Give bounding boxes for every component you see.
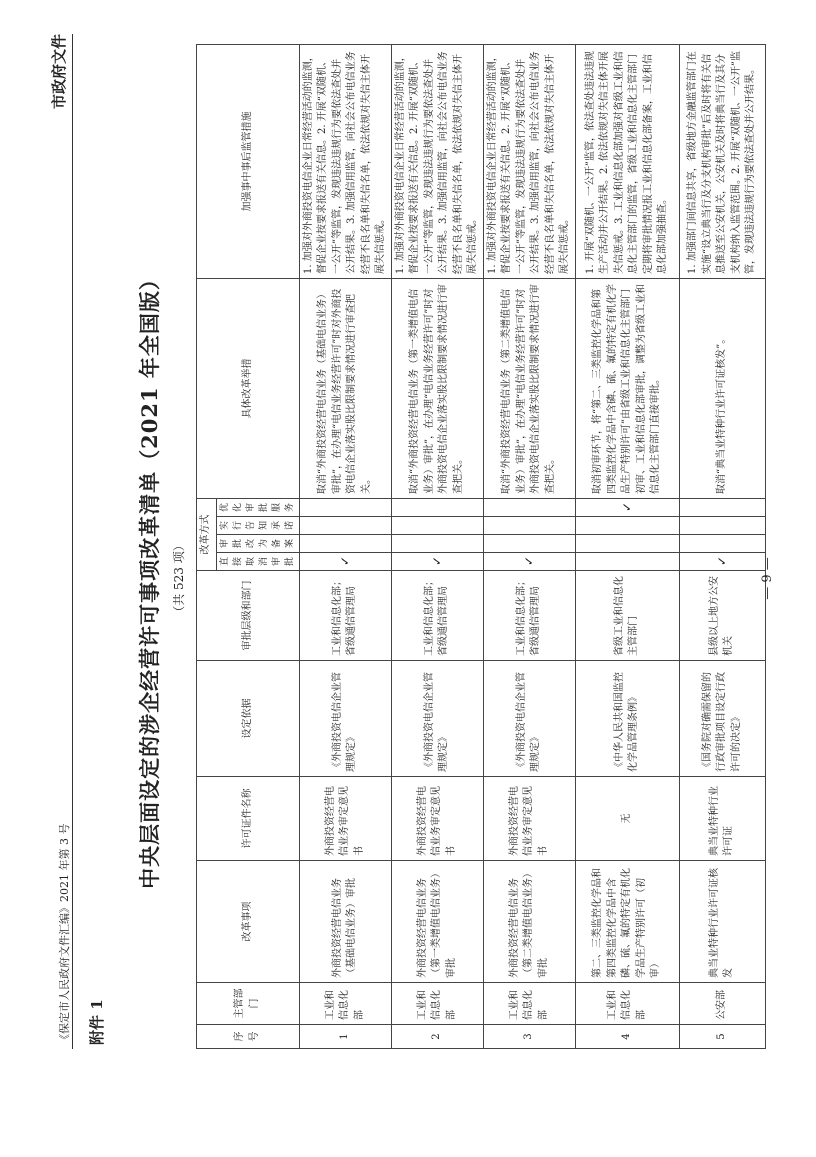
row-item: 外商投资经营电信业务（第二类增值电信业务）审批 [483,861,575,983]
row-dept: 工业和信息化部 [299,983,391,1025]
attachment-label: 附件 1 [88,999,106,1045]
row-doc: 外商投资经营电信业务审定意见书 [299,777,391,861]
row-dept: 公安部 [679,983,765,1025]
row-measures: 取消“外商投资经营电信业务（第二类增值电信业务）审批”，在办理“电信业务经营许可”时对外商投资电信企业落实股比限制要求情况进行审查把关。 [483,279,575,499]
row-doc: 外商投资经营电信业务审定意见书 [391,777,483,861]
row-doc: 无 [575,777,679,861]
row-no: 3 [483,1025,575,1049]
row-level: 工业和信息化部；省级通信管理局 [483,571,575,661]
row-optimize-check [679,499,765,517]
row-doc: 外商投资经营电信业务审定意见书 [483,777,575,861]
row-dept: 工业和信息化部 [391,983,483,1025]
row-cancel-check: ✓ [483,553,575,571]
table-row [575,45,679,1049]
row-level: 工业和信息化部；省级通信管理局 [391,571,483,661]
row-measures: 取消“外商投资经营电信业务（第一类增值电信业务）审批”，在办理“电信业务经营许可”时对外商投资电信企业落实股比限制要求情况进行审查把关。 [391,279,483,499]
header-doc: 许可证件名称 [197,777,300,861]
row-no: 2 [391,1025,483,1049]
page-number: — 9 — [760,557,775,600]
table-row [299,45,391,1049]
header-basis: 设定依据 [197,661,300,777]
row-optimize-check: ✓ [575,499,679,517]
row-cancel-check [575,553,679,571]
row-dept: 工业和信息化部 [575,983,679,1025]
header-method: 改革方式 [197,499,217,571]
row-basis: 《外商投资电信企业管理规定》 [299,661,391,777]
row-dept: 工业和信息化部 [483,983,575,1025]
row-measures: 取消“外商投资经营电信业务（基础电信业务）审批”，在办理“电信业务经营许可”时对外商投资电信企业落实股比限制要求情况进行审查把关。 [299,279,391,499]
row-item: 典当业特种行业许可证核发 [679,861,765,983]
row-commit-check [575,517,679,535]
row-supervision: 1. 开展“双随机、一公开”监管，依法查处违法违规生产活动并公开结果。2. 依法依规对失信主体开展失信惩戒。3. 工业和信息化部加强对省级工业和信息化主管部门的监管，省级工业和信息化主管部门定期将审批情况报工业和信息化部备案，工业和信息化部加强抽查。 [575,45,679,279]
row-optimize-check [299,499,391,517]
header-commit: 实行告知承诺 [216,517,299,535]
row-commit-check [679,517,765,535]
row-basis: 《外商投资电信企业管理规定》 [391,661,483,777]
row-basis: 《国务院对确需保留的行政审批项目设定行政许可的决定》 [679,661,765,777]
row-commit-check [391,517,483,535]
header-level: 审批层级和部门 [197,571,300,661]
table-row [679,45,765,1049]
row-level: 省级工业和信息化主管部门 [575,571,679,661]
header-measures: 具体改革举措 [197,279,300,499]
row-item: 外商投资经营电信业务（基础电信业务）审批 [299,861,391,983]
row-no: 1 [299,1025,391,1049]
row-doc: 典当业特种行业许可证 [679,777,765,861]
row-basis: 《中华人民共和国监控化学品管理条例》 [575,661,679,777]
row-supervision: 1. 加强对外商投资电信企业日常经营活动的监测，督促企业按要求报送有关信息。2. 开展“双随机、一公开”等监管，发现违法违规行为要依法查处并公开结果。3. 加强信用监管，向社会公布电信业务经营不良名单和失信名单，依法依规对失信主体开展失信惩戒。 [299,45,391,279]
header-filing: 审批改为备案 [216,535,299,553]
header-dept: 主管部门 [197,983,300,1025]
row-optimize-check [483,499,575,517]
row-cancel-check: ✓ [679,553,765,571]
header-divider [72,34,73,1049]
row-supervision: 1. 加强部门间信息共享，省级地方金融监管部门在实施“设立典当行及分支机构审批”后及时将有关信息推送至公安机关，公安机关及时将典当行及其分支机构纳入监管范围。2. 开展“双随机、一公开”监管，发现违法违规行为要依法查处并公开结果。 [679,45,765,279]
publication-header: 《保定市人民政府文件汇编》2021 年第 3 号 [58,823,71,1045]
row-cancel-check: ✓ [391,553,483,571]
page-title: 中央层面设定的涉企经营许可事项改革清单（2021 年全国版） [137,268,162,889]
row-measures: 取消“典当业特种行业许可证核发”。 [679,279,765,499]
row-measures: 取消初审环节，将“第二、三类监控化学品和第四类监控化学品中含磷、硫、氟的特定有机化学品生产特别许可”由省级工业和信息化主管部门初审、工业和信息化部审批，调整为省级工业和信息化主管部门直接审批。 [575,279,679,499]
table-header-row [197,45,217,1049]
row-commit-check [483,517,575,535]
section-header: 市政府文件 [50,34,68,110]
row-filing-check [679,535,765,553]
row-supervision: 1. 加强对外商投资电信企业日常经营活动的监测，督促企业按要求报送有关信息。2. 开展“双随机、一公开”等监管，发现违法违规行为要依法查处并公开结果。3. 加强信用监管，向社会公布电信业务经营不良名单和失信名单，依法依规对失信主体开展失信惩戒。 [391,45,483,279]
row-no: 5 [679,1025,765,1049]
row-filing-check [391,535,483,553]
row-basis: 《外商投资电信企业管理规定》 [483,661,575,777]
page-subtitle: （共 523 项） [172,539,186,618]
header-cancel: 直接取消审批 [216,553,299,571]
row-no: 4 [575,1025,679,1049]
row-supervision: 1. 加强对外商投资电信企业日常经营活动的监测，督促企业按要求报送有关信息。2. 开展“双随机、一公开”等监管，发现违法违规行为要依法查处并公开结果。3. 加强信用监管，向社会公布电信业务经营不良名单和失信名单，依法依规对失信主体开展失信惩戒。 [483,45,575,279]
table-row [391,45,483,1049]
row-optimize-check [391,499,483,517]
row-filing-check [575,535,679,553]
header-no: 序号 [197,1025,300,1049]
header-supervision: 加强事中事后监管措施 [197,45,300,279]
table-row [483,45,575,1049]
reform-table [196,44,766,1049]
row-commit-check [299,517,391,535]
row-level: 工业和信息化部；省级通信管理局 [299,571,391,661]
row-cancel-check: ✓ [299,553,391,571]
row-filing-check [299,535,391,553]
header-item: 改革事项 [197,861,300,983]
header-optimize: 优化审批服务 [216,499,299,517]
row-item: 第二、三类监控化学品和第四类监控化学品中含磷、硫、氟的特定有机化学品生产特别许可（初审） [575,861,679,983]
row-filing-check [483,535,575,553]
row-item: 外商投资经营电信业务（第一类增值电信业务）审批 [391,861,483,983]
row-level: 县级以上地方公安机关 [679,571,765,661]
